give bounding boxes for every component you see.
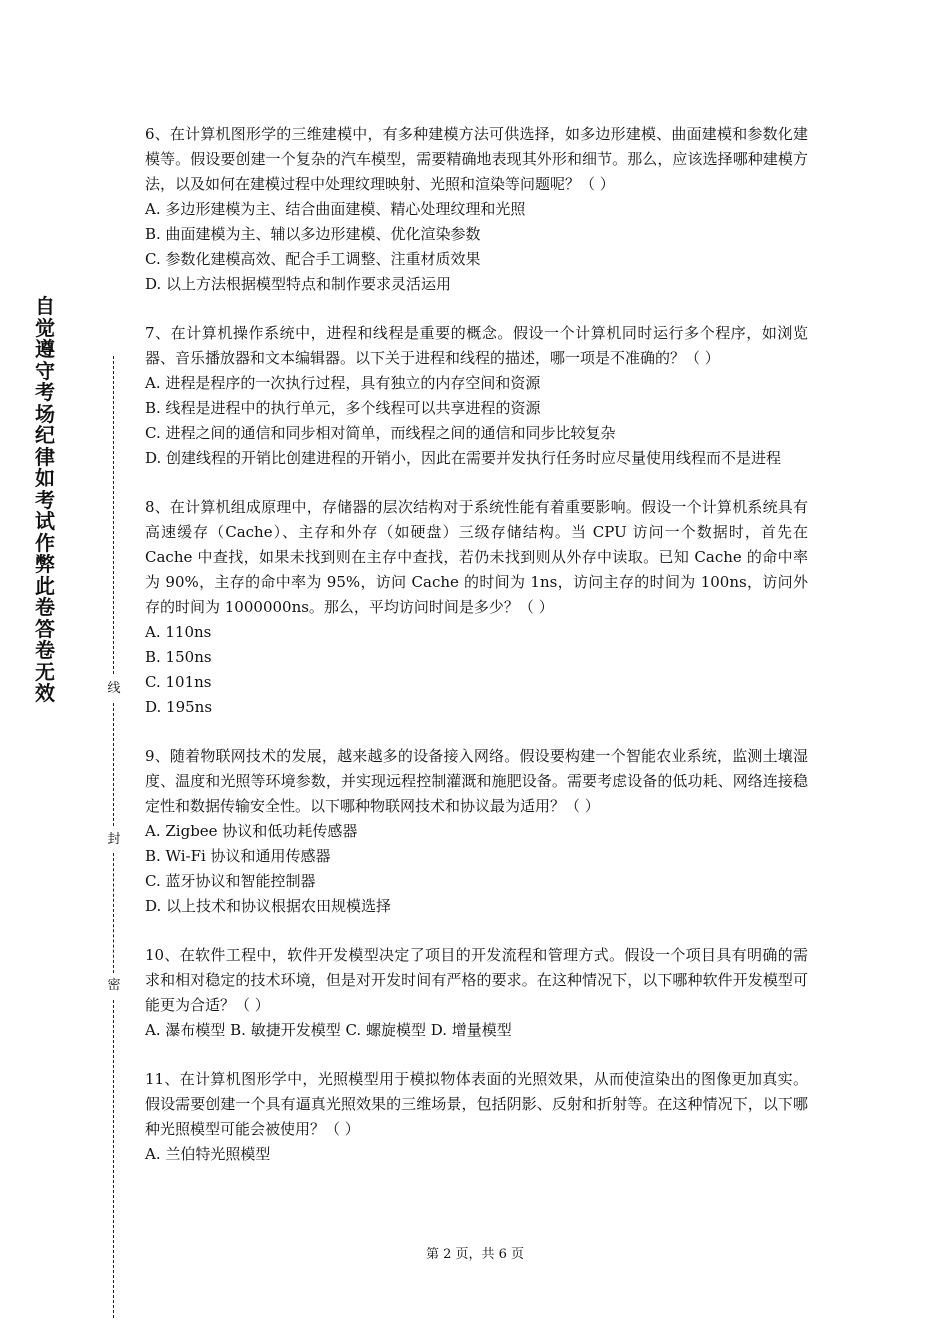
seal-mark-secret: 密: [104, 978, 124, 994]
question-6: [145, 122, 808, 297]
option-a: A. 兰伯特光照模型: [145, 1145, 271, 1163]
question-stem: 11、在计算机图形学中，光照模型用于模拟物体表面的光照效果，从而使渲染出的图像更加真实。假设需要创建一个具有逼真光照效果的三维场景，包括阴影、反射和折射等。在这种情况下，以下哪种光照模型可能会被使用？（ ）: [145, 1070, 808, 1138]
seal-mark-line: 线: [104, 681, 124, 697]
option-c: C. 蓝牙协议和智能控制器: [145, 872, 316, 890]
option-b: B. Wi-Fi 协议和通用传感器: [145, 847, 331, 865]
binding-line-segment: [113, 1000, 114, 1318]
question-10: [145, 943, 808, 1043]
option-b: B. 线程是进程中的执行单元，多个线程可以共享进程的资源: [145, 399, 541, 417]
option-a: A. 110ns: [145, 623, 212, 641]
option-b: B. 曲面建模为主、辅以多边形建模、优化渲染参数: [145, 225, 481, 243]
option-d: D. 创建线程的开销比创建进程的开销小，因此在需要并发执行任务时应尽量使用线程而不是进程: [145, 449, 782, 467]
page-footer: 第 2 页，共 6 页: [425, 1247, 525, 1262]
binding-line-segment: [113, 703, 114, 826]
seal-mark-seal: 封: [104, 832, 124, 848]
option-a: A. 多边形建模为主、结合曲面建模、精心处理纹理和光照: [145, 200, 526, 218]
question-stem: 6、在计算机图形学的三维建模中，有多种建模方法可供选择，如多边形建模、曲面建模和参数化建模等。假设要创建一个复杂的汽车模型，需要精确地表现其外形和细节。那么，应该选择哪种建模方法，以及如何在建模过程中处理纹理映射、光照和渲染等问题呢？（ ）: [145, 125, 808, 193]
option-a: A. 进程是程序的一次执行过程，具有独立的内存空间和资源: [145, 374, 541, 392]
question-9: [145, 744, 808, 919]
option-a: A. Zigbee 协议和低功耗传感器: [145, 822, 358, 840]
exam-discipline-warning: 自觉遵守考场纪律如考试作弊此卷答卷无效: [35, 294, 55, 705]
option-d: D. 以上方法根据模型特点和制作要求灵活运用: [145, 275, 452, 293]
option-line: A. 瀑布模型 B. 敏捷开发模型 C. 螺旋模型 D. 增量模型: [145, 1021, 512, 1039]
option-d: D. 195ns: [145, 698, 213, 716]
question-stem: 7、在计算机操作系统中，进程和线程是重要的概念。假设一个计算机同时运行多个程序，如浏览器、音乐播放器和文本编辑器。以下关于进程和线程的描述，哪一项是不准确的？（ ）: [145, 324, 808, 367]
option-c: C. 参数化建模高效、配合手工调整、注重材质效果: [145, 250, 481, 268]
question-7: [145, 321, 808, 471]
binding-line-segment: [113, 356, 114, 674]
question-list: [145, 122, 808, 1191]
question-11: [145, 1067, 808, 1167]
question-stem: 9、随着物联网技术的发展，越来越多的设备接入网络。假设要构建一个智能农业系统，监测土壤湿度、温度和光照等环境参数，并实现远程控制灌溉和施肥设备。需要考虑设备的低功耗、网络连接稳定性和数据传输安全性。以下哪种物联网技术和协议最为适用？（ ）: [145, 747, 808, 815]
question-8: [145, 495, 808, 720]
binding-line-segment: [113, 853, 114, 973]
option-b: B. 150ns: [145, 648, 212, 666]
question-stem: 8、在计算机组成原理中，存储器的层次结构对于系统性能有着重要影响。假设一个计算机系统具有高速缓存（Cache）、主存和外存（如硬盘）三级存储结构。当 CPU 访问一个数据时，首先在 Cache 中查找，如果未找到则在主存中查找，若仍未找到则从外存中读取。已知 Cache 的命中率为 90%，主存的命中率为 95%，访问 Cache 的时间为 1ns，访问主存的时间为 100ns，访问外存的时间为 1000000ns。那么，平均访问时间是多少？（ ）: [145, 498, 808, 616]
question-stem: 10、在软件工程中，软件开发模型决定了项目的开发流程和管理方式。假设一个项目具有明确的需求和相对稳定的技术环境，但是对开发时间有严格的要求。在这种情况下，以下哪种软件开发模型可能更为合适？（ ）: [145, 946, 808, 1014]
option-c: C. 101ns: [145, 673, 212, 691]
option-d: D. 以上技术和协议根据农田规模选择: [145, 897, 392, 915]
option-c: C. 进程之间的通信和同步相对简单，而线程之间的通信和同步比较复杂: [145, 424, 616, 442]
